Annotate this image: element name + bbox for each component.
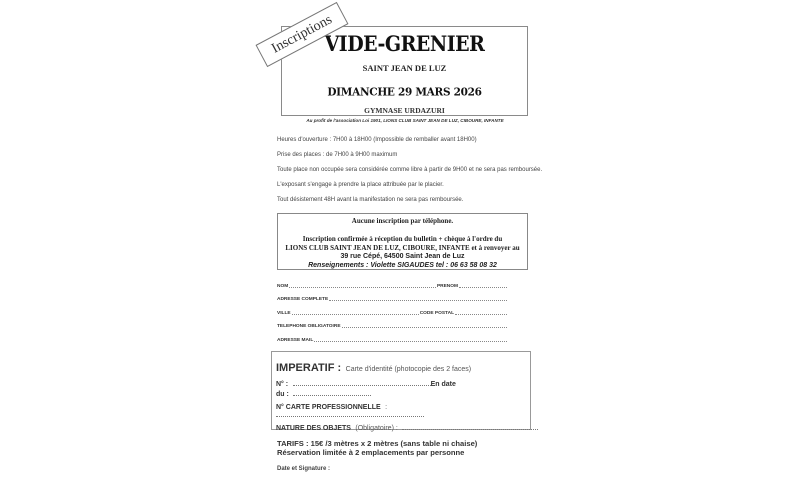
confirm-line-1: Inscription confirmée à réception du bulletin + chèque à l'ordre du bbox=[302, 235, 503, 243]
en-date-label: En date bbox=[430, 381, 456, 388]
telephone-input[interactable] bbox=[342, 323, 507, 328]
prenom-input[interactable] bbox=[459, 283, 507, 288]
info-unoccupied: Toute place non occupée sera considérée comme libre à partir de 9H00 et ne sera pas remboursée. bbox=[277, 167, 543, 173]
contact-info: Renseignements : Violette SIGAUDES tel : 06 63 58 08 32 bbox=[308, 262, 497, 269]
imperatif-label: IMPERATIF : bbox=[276, 362, 342, 374]
info-commitment: L'exposant s'engage à prendre la place attribuée par le placier. bbox=[277, 182, 444, 188]
nature-objets-row[interactable] bbox=[276, 417, 538, 435]
obligatoire-label: (Obligatoire) : bbox=[355, 425, 398, 432]
code-postal-input[interactable] bbox=[455, 310, 507, 315]
carte-pro-colon: : bbox=[385, 404, 388, 411]
prenom-label: PRENOM bbox=[436, 284, 458, 289]
nature-objets-label: NATURE DES OBJETS bbox=[276, 425, 351, 432]
mailing-address: 39 rue Cépé, 64500 Saint Jean de Luz bbox=[340, 253, 465, 260]
mail-label: ADRESSE MAIL bbox=[277, 338, 314, 343]
event-date: DIMANCHE 29 MARS 2026 bbox=[327, 85, 482, 99]
mail-input[interactable] bbox=[314, 337, 507, 342]
field-adresse-row[interactable] bbox=[277, 294, 507, 302]
event-title: VIDE-GRENIER bbox=[324, 31, 485, 57]
info-placement: Prise des places : de 7H00 à 9H00 maximum bbox=[277, 152, 398, 158]
event-venue: GYMNASE URDAZURI bbox=[364, 106, 445, 115]
nom-input[interactable] bbox=[289, 283, 436, 288]
ville-input[interactable] bbox=[292, 310, 419, 315]
event-city: SAINT JEAN DE LUZ bbox=[362, 63, 447, 73]
field-ville-row[interactable] bbox=[277, 308, 507, 316]
registration-notice-box bbox=[277, 213, 528, 270]
nom-label: NOM bbox=[277, 284, 289, 289]
confirm-line-2: LIONS CLUB SAINT JEAN DE LUZ, CIBOURE, INFANTE et à renvoyer au bbox=[285, 244, 520, 252]
tarifs-line: TARIFS : 15€ /3 mètres x 2 mètres (sans table ni chaise) bbox=[277, 439, 478, 448]
info-opening-hours: Heures d'ouverture : 7H00 à 18H00 (Impossible de remballer avant 18H00) bbox=[277, 137, 477, 143]
signature-label: Date et Signature : bbox=[277, 466, 331, 472]
field-mail-row[interactable] bbox=[277, 335, 507, 343]
nature-objets-input[interactable] bbox=[402, 424, 538, 430]
adresse-label: ADRESSE COMPLETE bbox=[277, 297, 329, 302]
no-phone-notice: Aucune inscription par téléphone. bbox=[351, 217, 454, 225]
adresse-input[interactable] bbox=[329, 296, 507, 301]
id-card-note: Carte d'identité (photocopie des 2 faces) bbox=[345, 366, 472, 373]
field-nom-row[interactable] bbox=[277, 281, 507, 289]
id-number-label: N° : bbox=[276, 381, 289, 388]
info-cancellation: Tout désistement 48H avant la manifestation ne sera pas remboursée. bbox=[277, 197, 464, 203]
code-postal-label: CODE POSTAL bbox=[419, 311, 454, 316]
carte-pro-label: N° CARTE PROFESSIONNELLE bbox=[276, 404, 381, 411]
stamp-label: Inscriptions bbox=[269, 11, 335, 57]
association-note: Au profit de l'association Loi 1901, LIONS CLUB SAINT JEAN DE LUZ, CIBOURE, INFANTE bbox=[306, 118, 504, 123]
reservation-limit: Réservation limitée à 2 emplacements par personne bbox=[277, 448, 465, 457]
field-telephone-row[interactable] bbox=[277, 321, 507, 329]
ville-label: VILLE bbox=[277, 311, 291, 316]
du-label: du : bbox=[276, 391, 289, 398]
telephone-label: TELEPHONE OBLIGATOIRE bbox=[277, 324, 341, 329]
